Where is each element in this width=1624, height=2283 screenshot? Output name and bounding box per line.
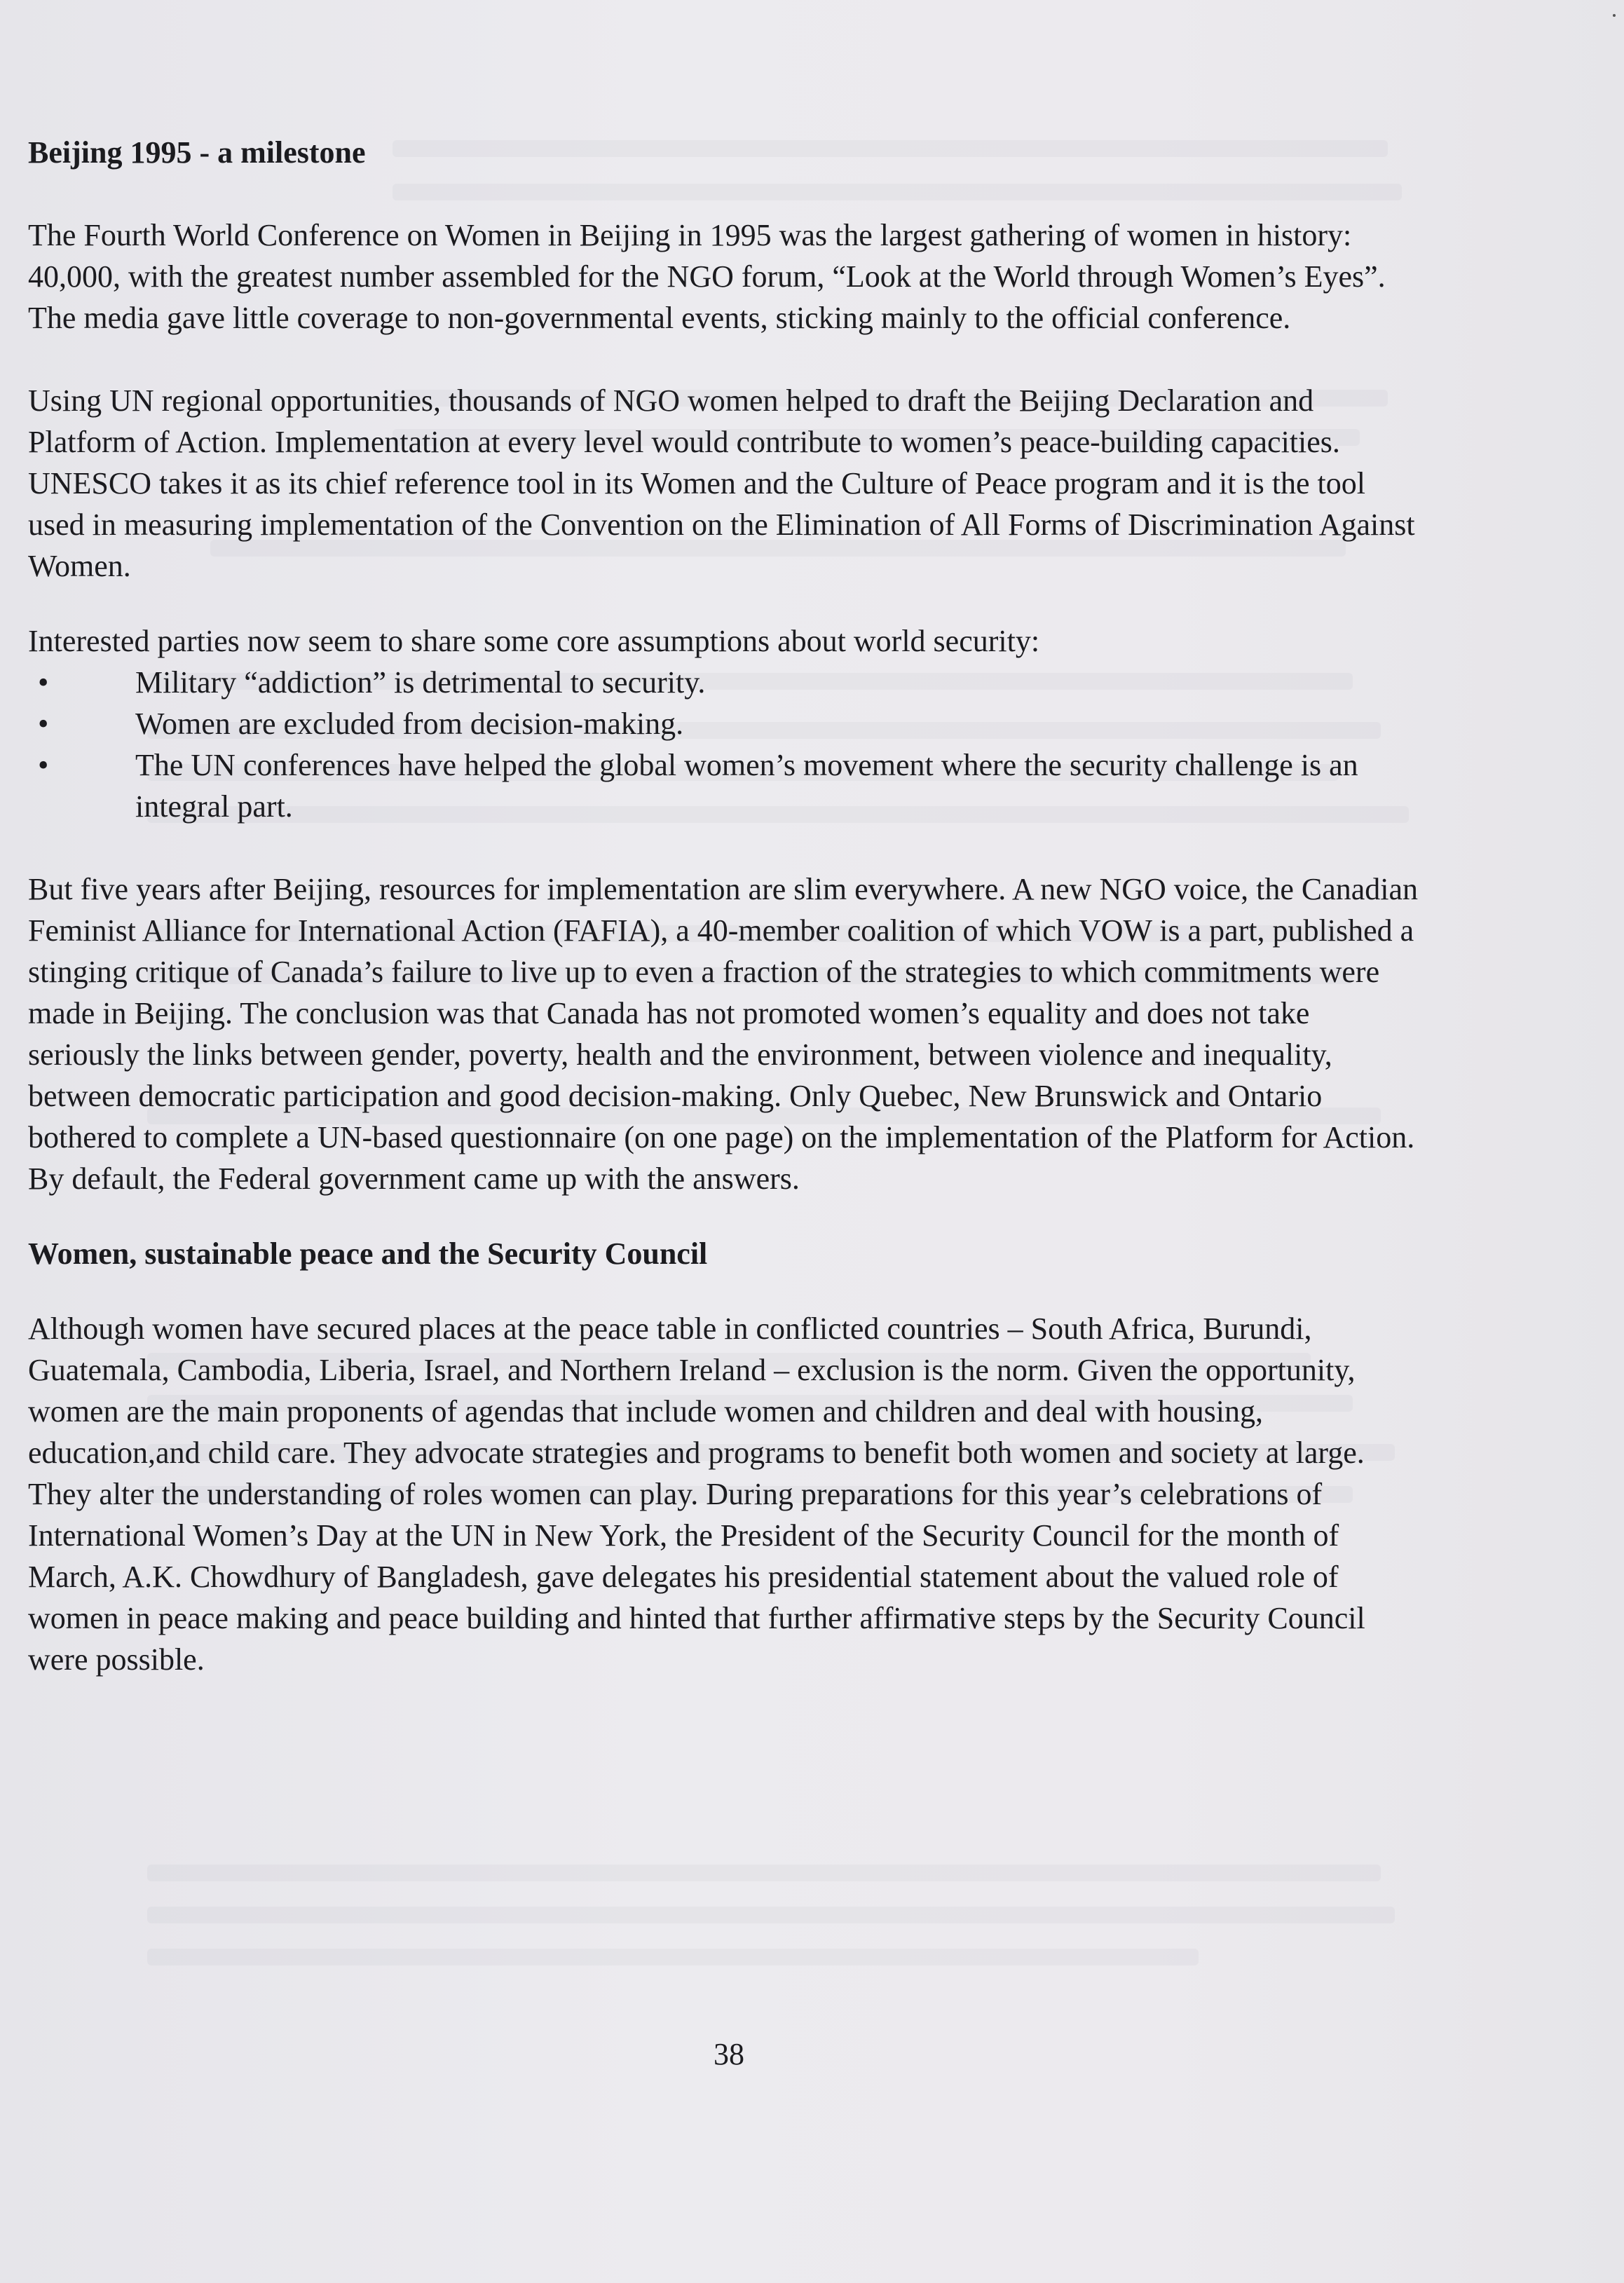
list-item-text: Women are excluded from decision-making. bbox=[135, 707, 684, 741]
bullet-icon: • bbox=[38, 707, 49, 741]
list-item-text: The UN conferences have helped the global women’s movement where the security challenge is an integral part. bbox=[135, 748, 1358, 824]
bullet-icon: • bbox=[38, 665, 49, 700]
paragraph-beijing-declaration: Using UN regional opportunities, thousands of NGO women helped to draft the Beijing Declaration and Platform of Action. Implementation at every level would contribute to women’s peace-building capacities. UNESCO takes it as its chief reference tool in its Women and the Culture of Peace program and it is the tool used in measuring implementation of the Convention on the Elimination of All Forms of Discrimination Against Women. bbox=[28, 383, 1415, 583]
paragraph-fourth-world-conference: The Fourth World Conference on Women in Beijing in 1995 was the largest gathering of women in history: 40,000, with the greatest number assembled for the NGO forum, “Look at the World through Women’s Eyes”. The media gave little coverage to non-governmental events, sticking mainly to the official conference. bbox=[28, 218, 1386, 335]
scan-speck bbox=[1613, 14, 1616, 17]
paragraph-core-assumptions: Interested parties now seem to share some core assumptions about world security: bbox=[28, 624, 1040, 658]
section-heading-beijing: Beijing 1995 - a milestone bbox=[28, 135, 366, 170]
document-body bbox=[28, 132, 1423, 1680]
bullet-icon: • bbox=[38, 748, 49, 782]
bullet-list bbox=[28, 662, 1423, 827]
section-heading-security-council: Women, sustainable peace and the Security Council bbox=[28, 1236, 708, 1271]
list-item bbox=[28, 703, 1423, 744]
paragraph-peace-table: Although women have secured places at the peace table in conflicted countries – South Africa, Burundi, Guatemala, Cambodia, Liberia, Israel, and Northern Ireland – exclusion is the norm. Given the opportunity, women are the main proponents of agendas that include women and children and deal with housing, education,and child care. They advocate strategies and programs to benefit both women and society at large. They alter the understanding of roles women can play. During preparations for this year’s celebrations of International Women’s Day at the UN in New York, the President of the Security Council for the month of March, A.K. Chowdhury of Bangladesh, gave delegates his presidential statement about the valued role of women in peace making and peace building and hinted that further affirmative steps by the Security Council were possible. bbox=[28, 1311, 1365, 1677]
paragraph-five-years-after: But five years after Beijing, resources for implementation are slim everywhere. A new NGO voice, the Canadian Feminist Alliance for International Action (FAFIA), a 40-member coalition of which VOW is a part, published a stinging critique of Canada’s failure to live up to even a fraction of the strategies to which commitments were made in Beijing. The conclusion was that Canada has not promoted women’s equality and does not take seriously the links between gender, poverty, health and the environment, between violence and inequality, between democratic participation and good decision-making. Only Quebec, New Brunswick and Ontario bothered to complete a UN-based questionnaire (on one page) on the implementation of the Platform for Action. By default, the Federal government came up with the answers. bbox=[28, 872, 1419, 1196]
list-item bbox=[28, 662, 1423, 703]
page-number: 38 bbox=[714, 2037, 744, 2071]
list-item bbox=[28, 744, 1423, 827]
list-item-text: Military “addiction” is detrimental to security. bbox=[135, 665, 706, 700]
